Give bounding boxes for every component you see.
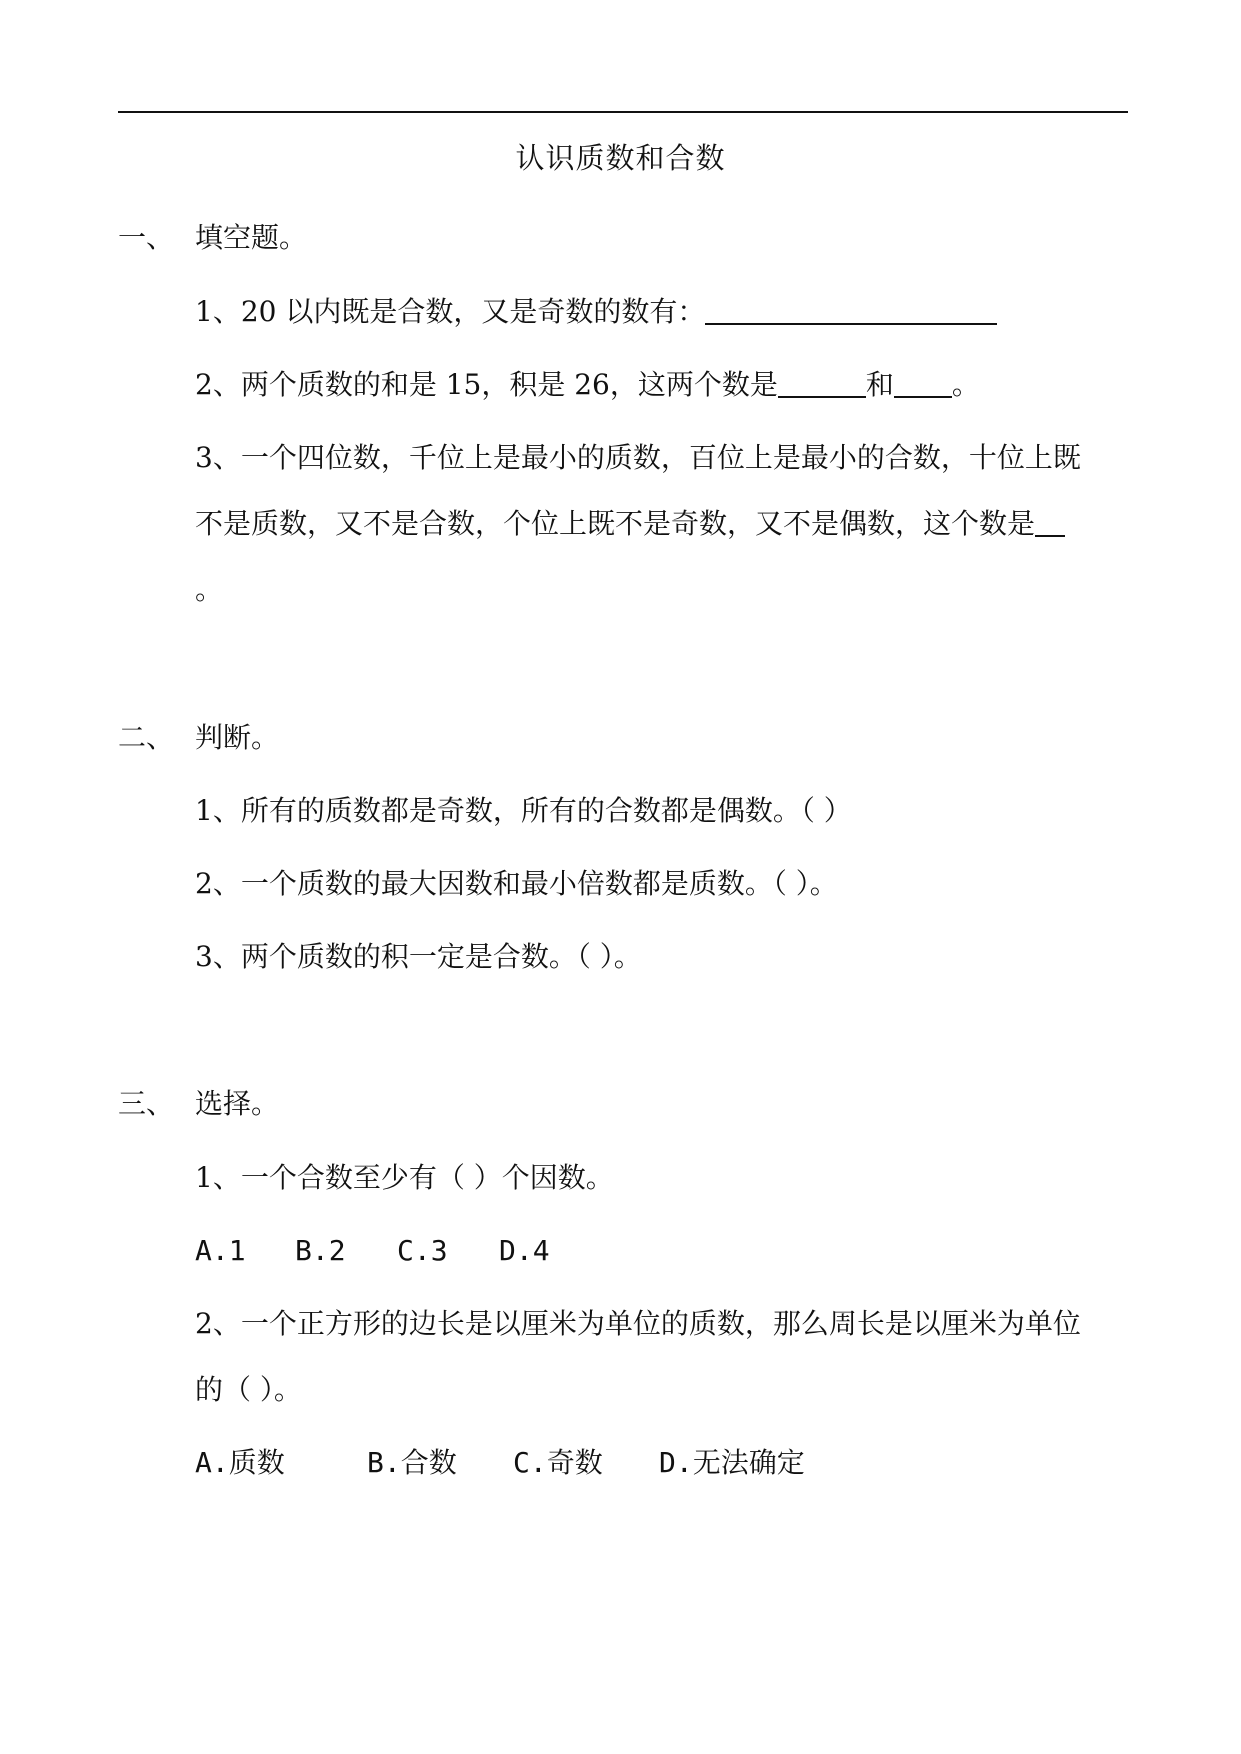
section-2-title: 判断。 (195, 721, 280, 754)
fill-question-2 (195, 367, 980, 403)
option-c[interactable] (513, 1445, 603, 1481)
fill-question-3-line-3: 。 (195, 573, 224, 606)
fill-question-1 (195, 294, 997, 330)
option-c[interactable]: C.3 (397, 1234, 448, 1267)
option-text: 合数 (400, 1446, 457, 1479)
section-1-title: 填空题。 (195, 221, 308, 254)
option-text: 无法确定 (692, 1446, 805, 1479)
option-d[interactable]: D.4 (499, 1234, 550, 1267)
judge-question-1: 1、所有的质数都是奇数，所有的合数都是偶数。（ ） (195, 794, 852, 827)
judge-question-2: 2、一个质数的最大因数和最小倍数都是质数。（ ）。 (195, 867, 838, 900)
section-3-title: 选择。 (195, 1087, 280, 1120)
page-title: 认识质数和合数 (515, 141, 726, 175)
answer-blank[interactable] (894, 368, 952, 398)
option-d[interactable] (659, 1445, 805, 1481)
answer-blank[interactable] (778, 368, 866, 398)
option-letter: D. (659, 1446, 693, 1479)
option-text: 奇数 (546, 1446, 603, 1479)
choice-question-1: 1、一个合数至少有（ ）个因数。 (195, 1161, 614, 1194)
fill-question-2-end: 。 (951, 368, 980, 401)
option-a[interactable]: A.1 (195, 1234, 246, 1267)
section-3-number: 三、 (118, 1087, 175, 1120)
choice-question-2-line-2: 的（ ）。 (195, 1373, 302, 1406)
choice-question-2-line-1: 2、一个正方形的边长是以厘米为单位的质数，那么周长是以厘米为单位 (195, 1307, 1081, 1340)
option-letter: A. (195, 1446, 229, 1479)
fill-question-2-mid: 和 (865, 368, 894, 401)
fill-question-1-text: 1、20 以内既是合数，又是奇数的数有： (195, 295, 706, 328)
option-b[interactable] (367, 1445, 457, 1481)
fill-question-3-line-1: 3、一个四位数，千位上是最小的质数，百位上是最小的合数，十位上既 (195, 441, 1081, 474)
fill-question-3-line-2 (195, 506, 1065, 542)
header-rule (118, 111, 1128, 113)
fill-question-3-text: 不是质数，又不是合数，个位上既不是奇数，又不是偶数，这个数是 (195, 507, 1036, 540)
answer-blank[interactable] (1035, 507, 1065, 537)
fill-question-2-text: 2、两个质数的和是 15，积是 26，这两个数是 (195, 368, 778, 401)
answer-blank[interactable] (705, 295, 997, 325)
option-a[interactable] (195, 1445, 285, 1481)
option-letter: B. (367, 1446, 401, 1479)
option-text: 质数 (228, 1446, 285, 1479)
section-2-number: 二、 (118, 721, 175, 754)
section-1-number: 一、 (118, 221, 175, 254)
option-letter: C. (513, 1446, 547, 1479)
option-b[interactable]: B.2 (295, 1234, 346, 1267)
judge-question-3: 3、两个质数的积一定是合数。（ ）。 (195, 940, 642, 973)
